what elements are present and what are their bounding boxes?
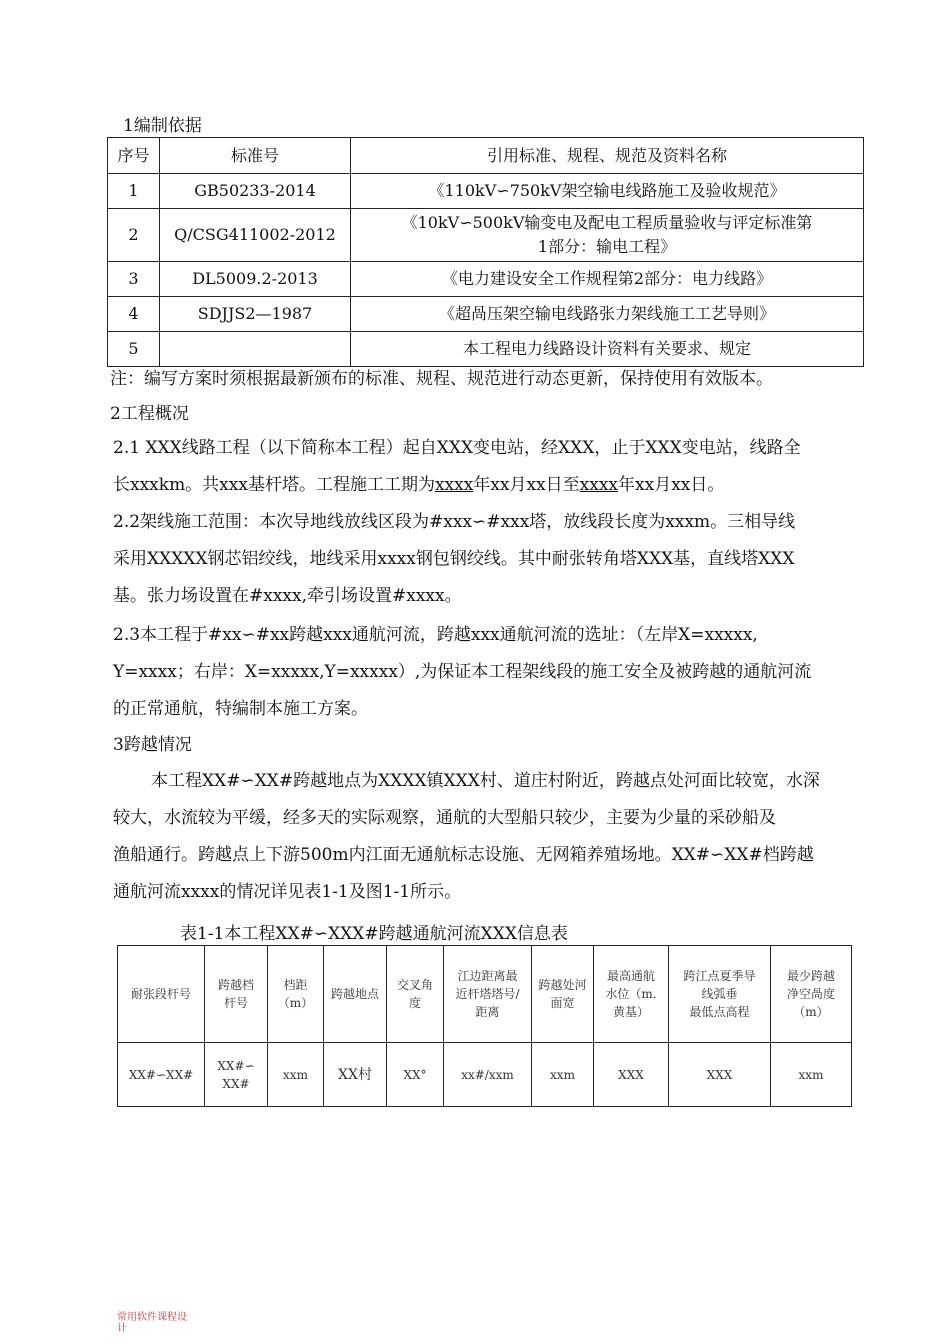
header-line: （m）: [793, 1005, 829, 1019]
table-row: [108, 174, 864, 209]
section-3-title: 3跨越情况: [113, 735, 192, 755]
header-cell: [532, 946, 594, 1043]
table-row: [108, 209, 864, 262]
cell-line: XX#∽: [217, 1058, 255, 1073]
standard-code: GB50233-2014: [160, 174, 351, 209]
header-cell: 耐张段杆号: [118, 946, 205, 1043]
standard-title: 本工程电力线路设计资料有关要求、规定: [351, 332, 864, 367]
data-cell: XX#∽XX#: [118, 1043, 205, 1107]
header-line: 跨越处河: [538, 978, 587, 992]
header-line: 杆号: [223, 996, 248, 1010]
paragraph-2-1: [113, 430, 801, 504]
row-number: 5: [108, 332, 160, 367]
header-line: 最少跨越: [786, 969, 835, 983]
header-line: 跨江点夏季导: [683, 969, 756, 983]
text-line: 本工程XX#∽XX#跨越地点为XXXX镇XXX村、道庄村附近，跨越点处河面比较宽，水深: [151, 771, 820, 791]
text-line: 基。张力场设置在#xxxx,牵引场设置#xxxx。: [113, 586, 462, 606]
header-line: 最低点高程: [689, 1005, 750, 1019]
header-cell: [669, 946, 771, 1043]
text-line: 2.3本工程于#xx∽#xx跨越xxx通航河流，跨越xxx通航河流的选址：（左岸X=xxxxx,: [113, 625, 758, 645]
standard-title: 《超咼压架空输电线路张力架线施工工艺导则》: [351, 297, 864, 332]
header-line: 近杆塔塔号/: [455, 987, 520, 1001]
standard-title: [351, 209, 864, 262]
text-line: 较大，水流较为平缓，经多天的实际观察，通航的大型船只较少，主要为少量的采砂船及: [113, 808, 776, 828]
header-cell: 序号: [108, 138, 160, 174]
header-line: 净空咼度: [786, 987, 835, 1001]
text-line: 采用XXXXX钢芯铝绞线，地线采用xxxx钢包钢绞线。其中耐张转角塔XXX基，直线塔XXX: [113, 549, 795, 569]
header-line: 线弧垂: [701, 987, 738, 1001]
header-cell: [268, 946, 324, 1043]
underlined-year: xxxx: [579, 475, 619, 495]
header-line: 黄基）: [612, 1005, 649, 1019]
paragraph-2-2: [113, 504, 795, 615]
header-cell: 跨越地点: [324, 946, 387, 1043]
header-line: 面宽: [550, 996, 575, 1010]
section-1-title: 1编制依据: [123, 116, 202, 136]
header-line: （m）: [277, 996, 314, 1010]
header-cell: [771, 946, 852, 1043]
row-number: 3: [108, 262, 160, 297]
header-line: 水位（m.: [605, 987, 657, 1001]
table-row: [108, 332, 864, 367]
standard-code: [160, 332, 351, 367]
crossing-info-table: [117, 945, 852, 1107]
section-2-title: 2工程概况: [110, 404, 189, 424]
row-number: 4: [108, 297, 160, 332]
row-number: 2: [108, 209, 160, 262]
text-line: 的正常通航，特编制本施工方案。: [113, 699, 368, 719]
data-cell: XX°: [387, 1043, 444, 1107]
header-line: 交叉角: [396, 978, 433, 992]
table-row: [118, 1043, 852, 1107]
paragraph-3: [113, 763, 820, 911]
row-number: 1: [108, 174, 160, 209]
header-cell: 标准号: [160, 138, 351, 174]
data-cell: xxm: [532, 1043, 594, 1107]
footer-line: 计: [117, 1323, 127, 1334]
text-line: 通航河流xxxx的情况详见表1-1及图1-1所示。: [113, 882, 462, 902]
paragraph-2-3: [113, 617, 811, 728]
data-cell: xxm: [771, 1043, 852, 1107]
header-line: 江边距离最: [457, 969, 518, 983]
text-line: 2.2架线施工范围：本次导地线放线区段为#xxx∽#xxx塔，放线段长度为xxxm。三相导线: [113, 512, 796, 532]
cell-line: XX#: [222, 1076, 250, 1091]
header-cell: [444, 946, 532, 1043]
text-run: 长xxxkm。共xxx基杆塔。工程施工工期为: [113, 475, 435, 495]
table-caption: 表1-1本工程XX#∽XXX#跨越通航河流XXX信息表: [180, 924, 568, 944]
standard-title: 《电力建设安全工作规程第2部分：电力线路》: [351, 262, 864, 297]
text-line: 渔船通行。跨越点上下游500m内江面无通航标志设施、无网箱养殖场地。XX#∽XX#档跨越: [113, 845, 814, 865]
data-cell: [205, 1043, 268, 1107]
text-line: 2.1 XXX线路工程（以下简称本工程）起自XXX变电站，经XXX，止于XXX变电站，线路全: [113, 438, 801, 458]
text-run: 年xx月xx日至: [473, 475, 580, 495]
data-cell: XXX: [594, 1043, 669, 1107]
data-cell: XXX: [669, 1043, 771, 1107]
standard-code: SDJJS2—1987: [160, 297, 351, 332]
table-header-row: [108, 138, 864, 174]
header-cell: [387, 946, 444, 1043]
header-cell: [594, 946, 669, 1043]
standard-code: DL5009.2-2013: [160, 262, 351, 297]
header-line: 最高通航: [606, 969, 655, 983]
table-row: [108, 262, 864, 297]
header-cell: [205, 946, 268, 1043]
header-cell: 引用标准、规程、规范及资料名称: [351, 138, 864, 174]
standard-title-line: 《10kV∽500kV输变电及配电工程质量验收与评定标准第: [401, 213, 813, 232]
standards-table: [107, 137, 864, 367]
standard-title-line: 1部分：输电工程》: [537, 237, 677, 256]
header-line: 跨越档: [217, 978, 254, 992]
table-row: [108, 297, 864, 332]
header-line: 度: [408, 996, 421, 1010]
text-line: Y=xxxx；右岸：X=xxxxx,Y=xxxxx）,为保证本工程架线段的施工安全及被跨越的通航河流: [113, 662, 812, 682]
standard-title: 《110kV∽750kV架空输电线路施工及验收规范》: [351, 174, 864, 209]
data-cell: xxm: [268, 1043, 324, 1107]
header-line: 距离: [475, 1005, 500, 1019]
standard-code: Q/CSG411002-2012: [160, 209, 351, 262]
table-header-row: [118, 946, 852, 1043]
footer-line: 常用软件课程设: [117, 1312, 187, 1323]
data-cell: XX村: [324, 1043, 387, 1107]
text-run: 年xx月xx日。: [618, 475, 725, 495]
text-line: [113, 467, 801, 504]
header-line: 档距: [283, 978, 308, 992]
note-text: 注：编写方案时须根据最新颁布的标准、规程、规范进行动态更新，保持使用有效版本。: [110, 369, 773, 389]
data-cell: xx#/xxm: [444, 1043, 532, 1107]
underlined-year: xxxx: [434, 475, 474, 495]
footer-note: [117, 1312, 217, 1334]
